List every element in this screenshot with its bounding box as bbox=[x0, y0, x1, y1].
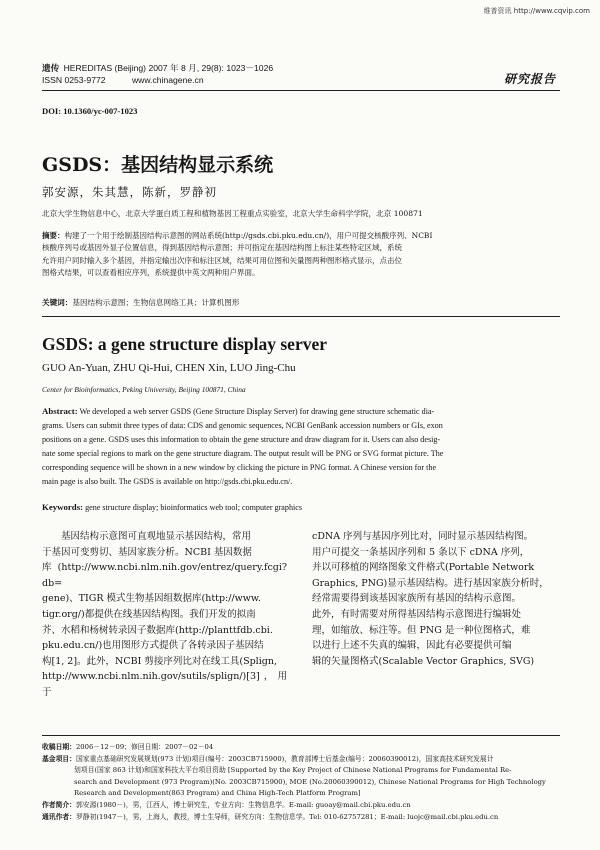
footnotes bbox=[42, 742, 562, 823]
journal-name-en: HEREDITAS (Beijing) bbox=[63, 63, 147, 73]
keywords-cn-label: 关键词： bbox=[42, 298, 73, 307]
authors-en: GUO An-Yuan, ZHU Qi-Hui, CHEN Xin, LUO Jing-Chu bbox=[42, 362, 296, 374]
abstract-cn-line: 构建了一个用于绘制基因结构示意图的网站系统(http://gsds.cbi.pku.edu.cn/)，用户可提交核酸序列、NCBI bbox=[64, 231, 433, 240]
keywords-cn bbox=[42, 297, 239, 308]
authors-cn: 郭安源，朱其慧，陈新，罗静初 bbox=[42, 185, 217, 199]
title-cn: GSDS：基因结构显示系统 bbox=[42, 154, 274, 176]
journal-website: www.chinagene.cn bbox=[131, 75, 204, 85]
body-line: gene)、TIGR 模式生物基因组数据库(http://www. bbox=[42, 593, 261, 605]
corresponding-author bbox=[42, 812, 562, 824]
abstract-en-line: nate some special regions to mark on the gene structure diagram. The output result will be PNG or SVG format picture. The bbox=[42, 449, 444, 459]
footnote-rule bbox=[42, 735, 560, 736]
affiliation-cn: 北京大学生物信息中心，北京大学蛋白质工程和植物基因工程重点实验室，北京大学生命科学学院，北京 100871 bbox=[42, 209, 423, 218]
body-line: 库(http://www.ncbi.nlm.nih.gov/entrez/query.fcgi?db= bbox=[42, 562, 287, 589]
funding-line: Research and Development(863 Program) and China High-Tech Platform Program] bbox=[74, 789, 361, 798]
body-line: 并以可移植的网络图象文件格式(Portable Network bbox=[312, 562, 535, 574]
journal-issue: 2007 年 8 月, 29(8): 1023－1026 bbox=[148, 63, 274, 73]
body-column-left bbox=[42, 529, 287, 701]
abstract-en-line: corresponding sequence will be shown in a new window by clicking the picture in PNG format. A Chinese version for the bbox=[42, 463, 437, 473]
journal-header bbox=[42, 62, 273, 74]
funding-line: 划项目(国家 863 计划)和国家科技大平台项目资助 [Supported by the Key Project of Chinese National Programs for Fundamental Re- bbox=[74, 766, 512, 775]
abstract-en-line: main page is also built. The GSDS is available on http://gsds.cbi.pku.edu.cn/. bbox=[42, 477, 293, 487]
abstract-cn bbox=[42, 230, 560, 280]
issn: ISSN 0253-9772 bbox=[42, 75, 106, 85]
body-line: cDNA 序列与基因序列比对，同时显示基因结构图。 bbox=[312, 531, 534, 542]
keywords-en-text: gene structure display; bioinformatics web tool; computer graphics bbox=[85, 503, 302, 512]
body-column-right bbox=[312, 529, 557, 669]
body-line: 构[1, 2]。此外，NCBI 剪接序列比对在线工具(Splign, bbox=[42, 655, 277, 667]
body-line: Graphics, PNG)显示基因结构。进行基因家族分析时， bbox=[312, 577, 549, 589]
author-label: 作者简介： bbox=[42, 800, 76, 809]
body-line: 基因结构示意图可直观地显示基因结构，常用 bbox=[61, 531, 252, 542]
abstract-en-label: Abstract: bbox=[42, 406, 78, 416]
abstract-en bbox=[42, 404, 560, 490]
body-line: 以进行上述不失真的编辑，因此有必要提供可编 bbox=[312, 640, 512, 652]
received-date bbox=[42, 742, 562, 754]
body-line: 用户可提交一条基因序列和 5 条以下 cDNA 序列， bbox=[312, 546, 530, 558]
header-rule bbox=[42, 90, 560, 91]
body-line: 芥、水稻和杨树转录因子数据库(http://planttfdb.cbi. bbox=[42, 624, 273, 636]
contact-text: 罗静初(1947－)，男，上海人，教授，博士生导师，研究方向：生物信息学。Tel: 010-62757281；E-mail: luojc@mail.cbi.pku.edu.cn bbox=[75, 812, 499, 821]
body-line: 理，如缩放、标注等。但 PNG 是一种位图格式，难 bbox=[312, 624, 531, 636]
body-line: 于基因可变剪切、基因家族分析。NCBI 基因数据 bbox=[42, 546, 252, 558]
funding-line: search and Development (973 Program)(No. 2003CB715900), MOE (No.20060390012), Chinese National Programs for High Technology bbox=[74, 777, 546, 786]
body-line: 此外，有时需要对所得基因结构示意图进行编辑处 bbox=[312, 608, 522, 620]
body-line: tigr.org/)都提供在线基因结构图。我们开发的拟南 bbox=[42, 608, 256, 620]
contact-label: 通讯作者： bbox=[42, 812, 76, 821]
abstract-en-line: positions on a gene. GSDS uses this information to obtain the gene structure and draw diagram for it. Users can also desig- bbox=[42, 435, 441, 445]
keywords-en-label: Keywords: bbox=[42, 502, 84, 512]
funding-line: 国家重点基础研究发展规划(973 计划)项目(编号：2003CB715900)，教育部博士后基金(编号：20060390012)，国家高技术研究发展计 bbox=[75, 754, 494, 763]
journal-subheader bbox=[42, 75, 204, 85]
abstract-cn-line: 图格式结果，可以查看相应序列，系统提供中英文两种用户界面。 bbox=[42, 268, 260, 278]
abstract-en-line: We developed a web server GSDS (Gene Structure Display Server) for drawing gene structure schematic dia- bbox=[79, 407, 435, 416]
abstract-cn-label: 摘要： bbox=[42, 231, 65, 240]
body-line: pku.edu.cn/)也用图形方式提供了各转录因子基因结 bbox=[42, 640, 264, 652]
keywords-en bbox=[42, 502, 302, 512]
section-rule bbox=[42, 316, 560, 317]
abstract-cn-line: 允许用户同时输入多个基因，并指定输出次序和标注区域，结果可用位图和矢量图两种图形格式显示，点击位 bbox=[42, 255, 402, 265]
doi: DOI: 10.1360/yc-007-1023 bbox=[42, 106, 138, 116]
author-bio bbox=[42, 800, 562, 812]
affiliation-en: Center for Bioinformatics, Peking University, Beijing 100871, China bbox=[42, 385, 246, 394]
title-en: GSDS: a gene structure display server bbox=[42, 334, 327, 354]
column-label: 研究报告 bbox=[503, 72, 556, 86]
abstract-cn-line: 核酸序列号或基因外显子位置信息，得到基因结构示意图；并可指定在基因结构图上标注某些特定区域，系统 bbox=[42, 243, 402, 253]
funding bbox=[42, 754, 562, 766]
received-text: 2006－12－09；修回日期：2007－02－04 bbox=[75, 743, 214, 751]
body-line: 经常需要得到该基因家族所有基因的结构示意图。 bbox=[312, 593, 522, 605]
received-label: 收稿日期： bbox=[42, 743, 76, 751]
funding-label: 基金项目： bbox=[42, 754, 76, 763]
keywords-cn-text: 基因结构示意图；生物信息网络工具；计算机图形 bbox=[72, 298, 240, 307]
author-text: 郭安源(1980－)，男，江西人，博士研究生，专业方向：生物信息学。E-mail: guoay@mail.cbi.pku.edu.cn bbox=[75, 800, 411, 809]
abstract-en-line: grams. Users can submit three types of data: CDS and genomic sequences, NCBI GenBank accession numbers or GIs, exon bbox=[42, 421, 443, 431]
watermark: 维普资讯 http://www.cqvip.com bbox=[483, 7, 590, 15]
journal-name-cn: 遗传 bbox=[42, 64, 60, 74]
body-line: http://www.ncbi.nlm.nih.gov/sutils/splign/)[3]，用于 bbox=[42, 671, 287, 698]
body-line: 辑的矢量图格式(Scalable Vector Graphics, SVG) bbox=[312, 655, 535, 667]
